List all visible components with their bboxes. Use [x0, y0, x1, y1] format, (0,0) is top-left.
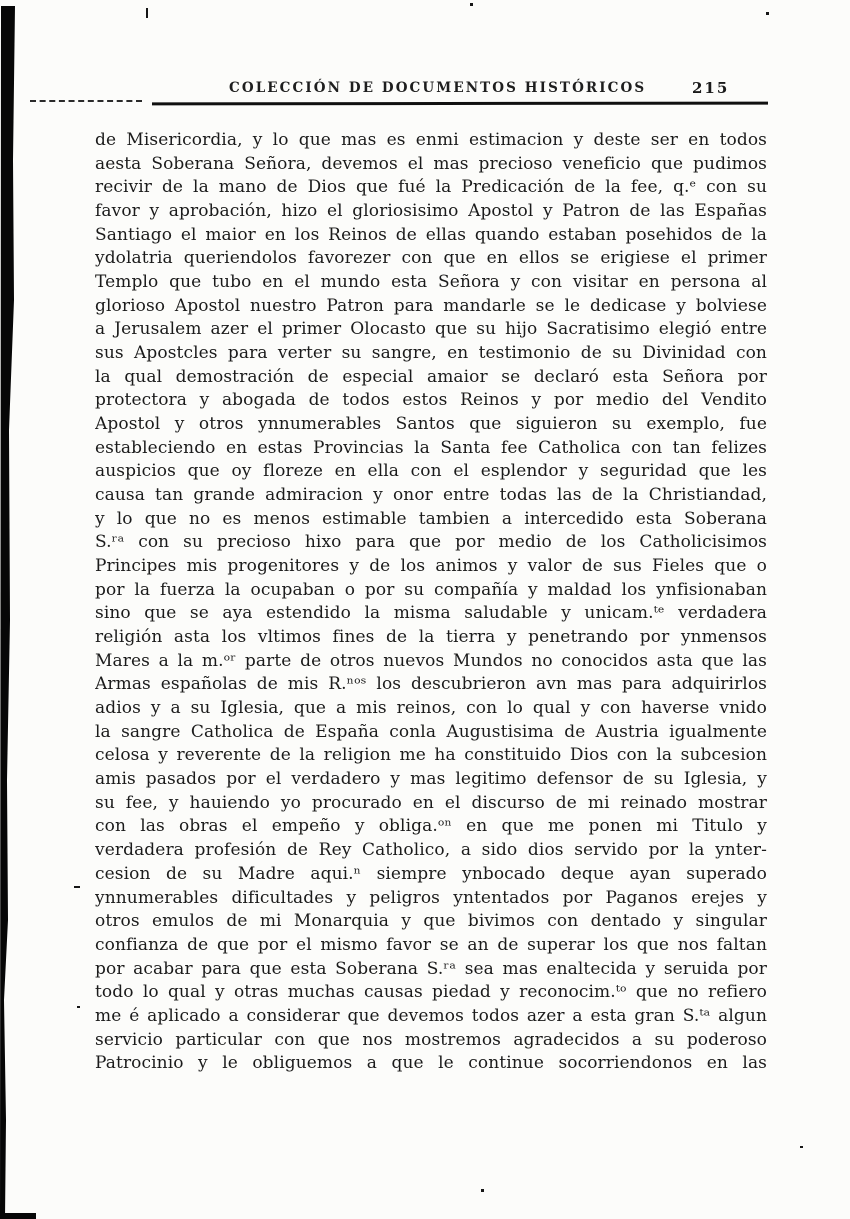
text-line: sino que se aya estendido la misma saludable y unicam.ᵗᵉ verdadera — [95, 603, 767, 624]
text-line: servicio particular con que nos mostremos agradecidos a su poderoso — [95, 1029, 767, 1050]
bottom-scan-edge-artifact — [0, 1213, 36, 1219]
text-line: S.ʳᵃ con su precioso hixo para que por medio de los Catholicisimos — [95, 532, 767, 553]
text-line: confianza de que por el mismo favor se an de superar los que nos faltan — [95, 934, 767, 955]
text-line: cesion de su Madre aqui.ⁿ siempre ynbocado deque ayan superado — [95, 863, 767, 884]
text-line: por la fuerza la ocupaban o por su compañía y maldad los ynfisionaban — [95, 579, 767, 600]
text-line: favor y aprobación, hizo el gloriosisimo Apostol y Patron de las Españas — [95, 201, 767, 222]
scan-speck — [470, 3, 473, 6]
text-line: la qual demostración de especial amaior se declaró esta Señora por — [95, 366, 767, 387]
scan-speck — [77, 1006, 80, 1008]
text-line: religión asta los vltimos fines de la tierra y penetrando por ynmensos — [95, 627, 767, 648]
text-line: Mares a la m.ᵒʳ parte de otros nuevos Mundos no conocidos asta que las — [95, 650, 767, 671]
text-line: protectora y abogada de todos estos Reinos y por medio del Vendito — [95, 390, 767, 411]
text-line: ynnumerables dificultades y peligros yntentados por Paganos erejes y — [95, 887, 767, 908]
text-line: celosa y reverente de la religion me ha constituido Dios con la subcesion — [95, 745, 767, 766]
text-line: sus Apostcles para verter su sangre, en testimonio de su Divinidad con — [95, 343, 767, 364]
text-line: me é aplicado a considerar que devemos todos azer a esta gran S.ᵗᵃ algun — [95, 1005, 767, 1026]
text-line: adios y a su Iglesia, que a mis reinos, con lo qual y con haverse vnido — [95, 698, 767, 719]
scan-speck — [481, 1189, 484, 1192]
text-line: todo lo qual y otras muchas causas piedad y reconocim.ᵗᵒ que no refiero — [95, 982, 767, 1003]
text-line: verdadera profesión de Rey Catholico, a sido dios servido por la ynter- — [95, 840, 767, 861]
text-line: Apostol y otros ynnumerables Santos que siguieron su exemplo, fue — [95, 414, 767, 435]
header-rule — [152, 102, 768, 106]
text-line: a Jerusalem azer el primer Olocasto que su hijo Sacratisimo elegió entre — [95, 319, 767, 340]
text-line: auspicios que oy floreze en ella con el esplendor y seguridad que les — [95, 461, 767, 482]
text-line: de Misericordia, y lo que mas es enmi estimacion y deste ser en todos — [95, 130, 767, 150]
scan-speck — [800, 1146, 803, 1148]
text-line: ydolatria queriendolos favorezer con que en ellos se erigiese el primer — [95, 248, 767, 269]
text-line: Santiago el maior en los Reinos de ellas quando estaban posehidos de la — [95, 224, 767, 245]
text-line: otros emulos de mi Monarquia y que bivimos con dentado y singular — [95, 911, 767, 932]
left-scan-edge-artifact — [0, 0, 18, 1219]
scan-speck — [146, 8, 148, 18]
text-line: estableciendo en estas Provincias la Santa fee Catholica con tan felizes — [95, 437, 767, 458]
body-text — [95, 129, 767, 1076]
text-line: Armas españolas de mis R.ⁿᵒˢ los descubrieron avn mas para adquirirlos — [95, 674, 767, 695]
header-rule-dashed-segment — [30, 100, 142, 102]
text-line: glorioso Apostol nuestro Patron para mandarle se le dedicase y bolviese — [95, 295, 767, 316]
text-line: y lo que no es menos estimable tambien a intercedido esta Soberana — [95, 508, 767, 529]
scan-speck — [766, 12, 769, 15]
text-line: con las obras el empeño y obliga.ᵒⁿ en que me ponen mi Titulo y — [95, 816, 767, 837]
page-number: 215 — [692, 79, 730, 97]
text-line: aesta Soberana Señora, devemos el mas precioso veneficio que pudimos — [95, 153, 767, 174]
text-line: Principes mis progenitores y de los animos y valor de sus Fieles que o — [95, 556, 767, 577]
text-line: causa tan grande admiracion y onor entre todas las de la Christiandad, — [95, 485, 767, 506]
text-line: la sangre Catholica de España conla Augustisima de Austria igualmente — [95, 721, 767, 742]
text-line: Templo que tubo en el mundo esta Señora y con visitar en persona al — [95, 272, 767, 293]
text-line: Patrocinio y le obliguemos a que le continue socorriendonos en las — [95, 1053, 767, 1074]
text-line: por acabar para que esta Soberana S.ʳᵃ sea mas enaltecida y seruida por — [95, 958, 767, 979]
running-title: COLECCIÓN DE DOCUMENTOS HISTÓRICOS — [229, 80, 647, 96]
text-line: recivir de la mano de Dios que fué la Predicación de la fee, q.ᵉ con su — [95, 177, 767, 198]
text-line: amis pasados por el verdadero y mas legitimo defensor de su Iglesia, y — [95, 769, 767, 790]
scan-speck — [74, 886, 80, 888]
text-line: su fee, y hauiendo yo procurado en el discurso de mi reinado mostrar — [95, 792, 767, 813]
